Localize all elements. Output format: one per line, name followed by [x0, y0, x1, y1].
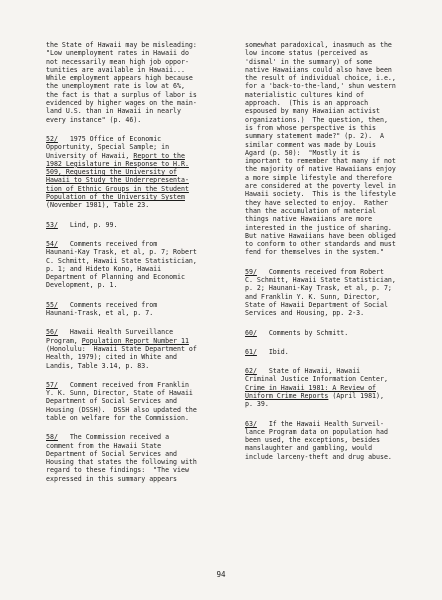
- text-line: lance Program data on population had: [245, 427, 388, 436]
- left-intro-paragraph: [46, 41, 236, 124]
- footnote-54: [46, 240, 236, 290]
- text-line: Agard (p. 50): "Mostly it is: [245, 148, 361, 157]
- text-line: [46, 152, 236, 160]
- text-line: approach. (This is an approach: [245, 99, 369, 108]
- text-line: Criminal Justice Information Center,: [245, 375, 388, 384]
- text-line: C. Schmitt, Hawaii State Statistician,: [245, 276, 396, 285]
- report-title: Report to the: [133, 151, 185, 160]
- text-line: [46, 337, 236, 345]
- text-segment: Comments received from Robert: [256, 267, 384, 276]
- text-line: tunities are available in Hawaii...: [46, 65, 185, 74]
- text-line: [46, 301, 236, 309]
- text-line: [46, 135, 236, 143]
- footnote-marker: 63/: [245, 419, 257, 428]
- footnote-marker: 61/: [245, 347, 257, 356]
- text-line: Health, 1979); cited in White and: [46, 353, 178, 362]
- footnote-marker: 55/: [46, 300, 58, 309]
- footnote-62: [245, 367, 433, 408]
- text-line: p. 1; and Hideto Kono, Hawaii: [46, 264, 162, 273]
- text-line: the unemployment rate is low at 6%,: [46, 82, 185, 91]
- text-segment: Comment received from Franklin: [57, 380, 189, 389]
- text-line: evidenced by higher wages on the main-: [46, 99, 197, 108]
- footnote-marker: 54/: [46, 239, 58, 248]
- text-line: a more simple lifestyle and therefore: [245, 173, 392, 182]
- text-line: Housing that states the following with: [46, 458, 197, 467]
- report-title: Population of the University System: [46, 193, 185, 202]
- text-line: Opportunity, Special Sample; in: [46, 143, 170, 152]
- text-line: While employment appears high because: [46, 74, 193, 83]
- text-line: regard to these findings: "The view: [46, 466, 189, 475]
- text-line: the majority of native Hawaiians enjoy: [245, 165, 396, 174]
- text-line: materialistic cultures kind of: [245, 90, 365, 99]
- text-line: Department of Social Services and: [46, 449, 178, 458]
- text-line: [46, 221, 236, 229]
- report-title: tion of Ethnic Groups in the Student: [46, 184, 189, 193]
- text-segment: Lind, p. 99.: [57, 220, 118, 229]
- footnote-59: [245, 268, 433, 318]
- text-line: not necessarily mean high job oppor-: [46, 57, 189, 66]
- text-segment: Ibid.: [256, 347, 289, 356]
- text-line: Y. K. Sunn, Director, State of Hawaii: [46, 389, 193, 398]
- text-line: But native Hawaiians have been obliged: [245, 231, 396, 240]
- text-line: Housing (DSSH). DSSH also updated the: [46, 405, 197, 414]
- left-column: [46, 41, 236, 483]
- report-title: Population Report Number 11: [81, 336, 189, 345]
- text-line: every instance" (p. 46).: [46, 115, 142, 124]
- text-line: comment from the Hawaii State: [46, 441, 162, 450]
- text-segment: (April 1981),: [328, 391, 384, 400]
- text-line: p. 2; Haunani-Kay Trask, et al, p. 7;: [245, 284, 392, 293]
- footnote-63: [245, 420, 433, 461]
- text-line: Services and Housing, pp. 2-3.: [245, 309, 365, 318]
- text-line: espoused by many Hawaiian activist: [245, 107, 380, 116]
- text-line: the result of individual choice, i.e.,: [245, 74, 396, 83]
- text-line: organizations.) The question, then,: [245, 115, 388, 124]
- text-segment: Comments received from: [57, 239, 158, 248]
- text-segment: University of Hawaii,: [46, 151, 134, 160]
- footnote-marker: 57/: [46, 380, 58, 389]
- text-line: been used, the exceptions, besides: [245, 436, 380, 445]
- text-line: native Hawaiians could also have been: [245, 65, 392, 74]
- report-title: 509, Requesting the University of: [46, 168, 178, 177]
- footnote-61: [245, 348, 433, 356]
- text-line: (November 1981), Table 23.: [46, 201, 150, 210]
- text-line: "Low unemployment rates in Hawaii do: [46, 49, 189, 58]
- text-segment: Comments received from: [57, 300, 158, 309]
- text-line: the fact is that a surplus of labor is: [46, 90, 197, 99]
- page-number: 94: [216, 570, 226, 579]
- footnote-marker: 60/: [245, 328, 257, 337]
- text-line: [245, 268, 433, 276]
- footnote-marker: 58/: [46, 433, 58, 442]
- text-segment: 1975 Office of Economic: [57, 134, 162, 143]
- text-line: State of Hawaii Department of Social: [245, 300, 388, 309]
- text-line: Department of Social Services and: [46, 397, 178, 406]
- footnote-58: [46, 433, 236, 483]
- text-line: for a 'back-to-the-land,' shun western: [245, 82, 396, 91]
- text-line: [46, 240, 236, 248]
- text-segment: The Commission received a: [57, 433, 170, 442]
- text-line: include larceny-theft and drug abuse.: [245, 452, 392, 461]
- footnote-marker: 53/: [46, 220, 58, 229]
- text-line: p. 39.: [245, 400, 269, 409]
- text-line: (Honolulu: Hawaii State Department of: [46, 344, 197, 353]
- text-line: [245, 367, 433, 375]
- text-line: [46, 328, 236, 336]
- text-segment: Comments by Schmitt.: [256, 328, 349, 337]
- text-line: C. Schmitt, Hawaii State Statistician,: [46, 256, 197, 265]
- text-segment: Program,: [46, 336, 82, 345]
- report-title: Hawaii to Study the Underrepresenta-: [46, 176, 189, 185]
- report-title: Uniform Crime Reports: [245, 391, 329, 400]
- text-line: table on welfare for the Commission.: [46, 413, 189, 422]
- text-line: summary statement made?" (p. 2). A: [245, 132, 384, 141]
- text-line: manslaughter and gambling, would: [245, 444, 373, 453]
- text-line: Hawaii society. This is the lifestyle: [245, 190, 396, 199]
- text-line: than the accumulation of material: [245, 206, 377, 215]
- text-line: is from whose perspective is this: [245, 123, 377, 132]
- right-column: [245, 41, 433, 461]
- text-line: the State of Hawaii may be misleading:: [46, 41, 197, 49]
- text-line: [46, 433, 236, 441]
- text-segment: State of Hawaii, Hawaii: [256, 367, 361, 376]
- text-line: and Franklin Y. K. Sunn, Director,: [245, 292, 380, 301]
- text-line: Landis, Table 3.14, p. 83.: [46, 361, 150, 370]
- text-line: Development, p. 1.: [46, 281, 118, 290]
- footnote-56: [46, 328, 236, 369]
- text-line: they have selected to enjoy. Rather: [245, 198, 388, 207]
- footnote-marker: 62/: [245, 367, 257, 376]
- text-line: [245, 392, 433, 400]
- text-line: [245, 329, 433, 337]
- text-line: [46, 381, 236, 389]
- text-line: Haunani-Trask, et al, p. 7.: [46, 309, 154, 318]
- text-line: [245, 348, 433, 356]
- text-line: interested in the justice of sharing.: [245, 223, 392, 232]
- text-line: similar comment was made by Louis: [245, 140, 377, 149]
- text-line: Department of Planning and Economic: [46, 273, 185, 282]
- text-line: things native Hawaiians are more: [245, 215, 373, 224]
- text-line: important to remember that many if not: [245, 157, 396, 166]
- footnote-marker: 59/: [245, 267, 257, 276]
- text-line: Haunani-Kay Trask, et al, p. 7; Robert: [46, 248, 197, 257]
- text-line: are considered at the poverty level in: [245, 182, 396, 191]
- report-title: Crime in Hawaii 1981: A Review of: [245, 383, 377, 392]
- text-line: 'dismal' in the summary) of some: [245, 57, 373, 66]
- right-intro-paragraph: [245, 41, 433, 257]
- text-line: fend for themselves in the system.": [245, 248, 384, 257]
- footnote-52: [46, 135, 236, 210]
- footnote-57: [46, 381, 236, 422]
- footnote-60: [245, 329, 433, 337]
- text-line: somewhat paradoxical, inasmuch as the: [245, 41, 392, 49]
- footnote-55: [46, 301, 236, 318]
- footnote-53: [46, 221, 236, 229]
- text-line: land U.S. than in Hawaii in nearly: [46, 107, 181, 116]
- text-segment: Hawaii Health Surveillance: [57, 328, 174, 337]
- text-line: low income status (perceived as: [245, 49, 369, 58]
- report-title: 1982 Legislature in Response to H.R.: [46, 159, 189, 168]
- text-line: expressed in this summary appears: [46, 474, 178, 483]
- footnote-marker: 56/: [46, 328, 58, 337]
- text-line: [245, 420, 433, 428]
- text-line: to conform to other standards and must: [245, 240, 396, 249]
- text-segment: If the Hawaii Health Surveil-: [256, 419, 384, 428]
- footnote-marker: 52/: [46, 134, 58, 143]
